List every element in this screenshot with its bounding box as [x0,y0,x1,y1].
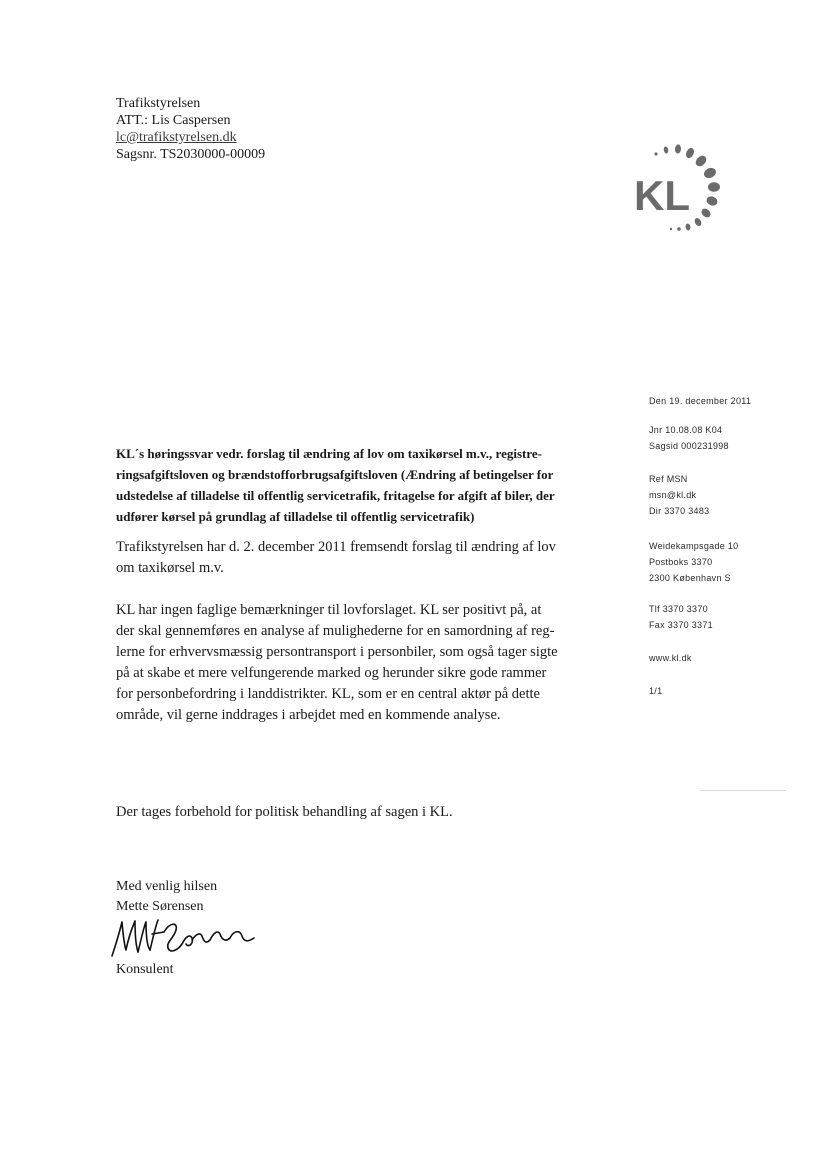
recipient-email-link[interactable]: lc@trafikstyrelsen.dk [116,130,237,145]
recipient-attention: ATT.: Lis Caspersen [116,113,231,128]
paragraph-line: om taxikørsel m.v. [116,560,224,576]
paragraph-body [116,600,558,726]
greeting: Med venlig hilsen [116,879,218,894]
kl-logo [626,140,736,240]
handwritten-signature [108,916,258,962]
sender-address [649,538,739,586]
reference-email: msn@kl.dk [649,490,697,500]
paragraph-line: område, vil gerne inddrages i arbejdet med en kommende analyse. [116,707,501,723]
reservation-statement [116,802,453,823]
sender-name: Mette Sørensen [116,899,204,914]
reference: Ref MSN [649,474,688,484]
journal-number: Jnr 10.08.08 K04 [649,425,723,435]
subject-line: udfører kørsel på grundlag af tilladelse til offentlig servicetrafik) [116,509,475,524]
paragraph-line: for personbefordring i landdistrikter. KL, som er en central aktør på dette [116,686,540,702]
sender-title: Konsulent [116,962,174,977]
divider [700,790,786,791]
recipient-address [116,95,265,163]
subject-line: KL´s høringssvar vedr. forslag til ændring af lov om taxikørsel m.v., registre- [116,446,542,461]
website [649,650,692,666]
street: Weidekampsgade 10 [649,541,739,551]
phone: Tlf 3370 3370 [649,604,708,614]
postbox: Postboks 3370 [649,557,713,567]
paragraph-line: lerne for erhvervsmæssig persontransport i personbiler, som også tager sigte [116,644,558,660]
case-id: Sagsid 000231998 [649,441,729,451]
letter-date [649,393,751,409]
subject-line: ringsafgiftsloven og brændstofforbrugsafgiftsloven (Ændring af betingelser for [116,467,554,482]
sender-title-block [116,960,174,980]
case-number: Sagsnr. TS2030000-00009 [116,147,266,162]
phone-info [649,601,713,633]
paragraph-line: på at skabe et mere velfungerende marked og herunder sikre gode rammer [116,665,547,681]
paragraph-line: KL har ingen faglige bemærkninger til lovforslaget. KL ser positivt på, at [116,602,542,618]
recipient-name: Trafikstyrelsen [116,96,201,111]
website-link[interactable]: www.kl.dk [649,653,692,663]
direct-phone: Dir 3370 3483 [649,506,710,516]
journal-info [649,422,729,454]
city: 2300 København S [649,573,731,583]
paragraph-line: Trafikstyrelsen har d. 2. december 2011 fremsendt forslag til ændring af lov [116,539,556,555]
paragraph-intro [116,537,556,579]
reference-info [649,471,709,519]
closing-greeting [116,877,217,917]
subject-line: udstedelse af tilladelse til offentlig servicetrafik, fritagelse for afgift af biler, der [116,488,555,503]
page-number [649,683,662,699]
page-number-text: 1/1 [649,686,663,696]
paragraph-line: der skal gennemføres en analyse af mulighederne for en samordning af reg- [116,623,555,639]
reservation-text: Der tages forbehold for politisk behandling af sagen i KL. [116,804,453,820]
date-text: Den 19. december 2011 [649,396,752,406]
subject-heading [116,443,616,527]
logo-text: KL [634,172,690,219]
fax: Fax 3370 3371 [649,620,713,630]
